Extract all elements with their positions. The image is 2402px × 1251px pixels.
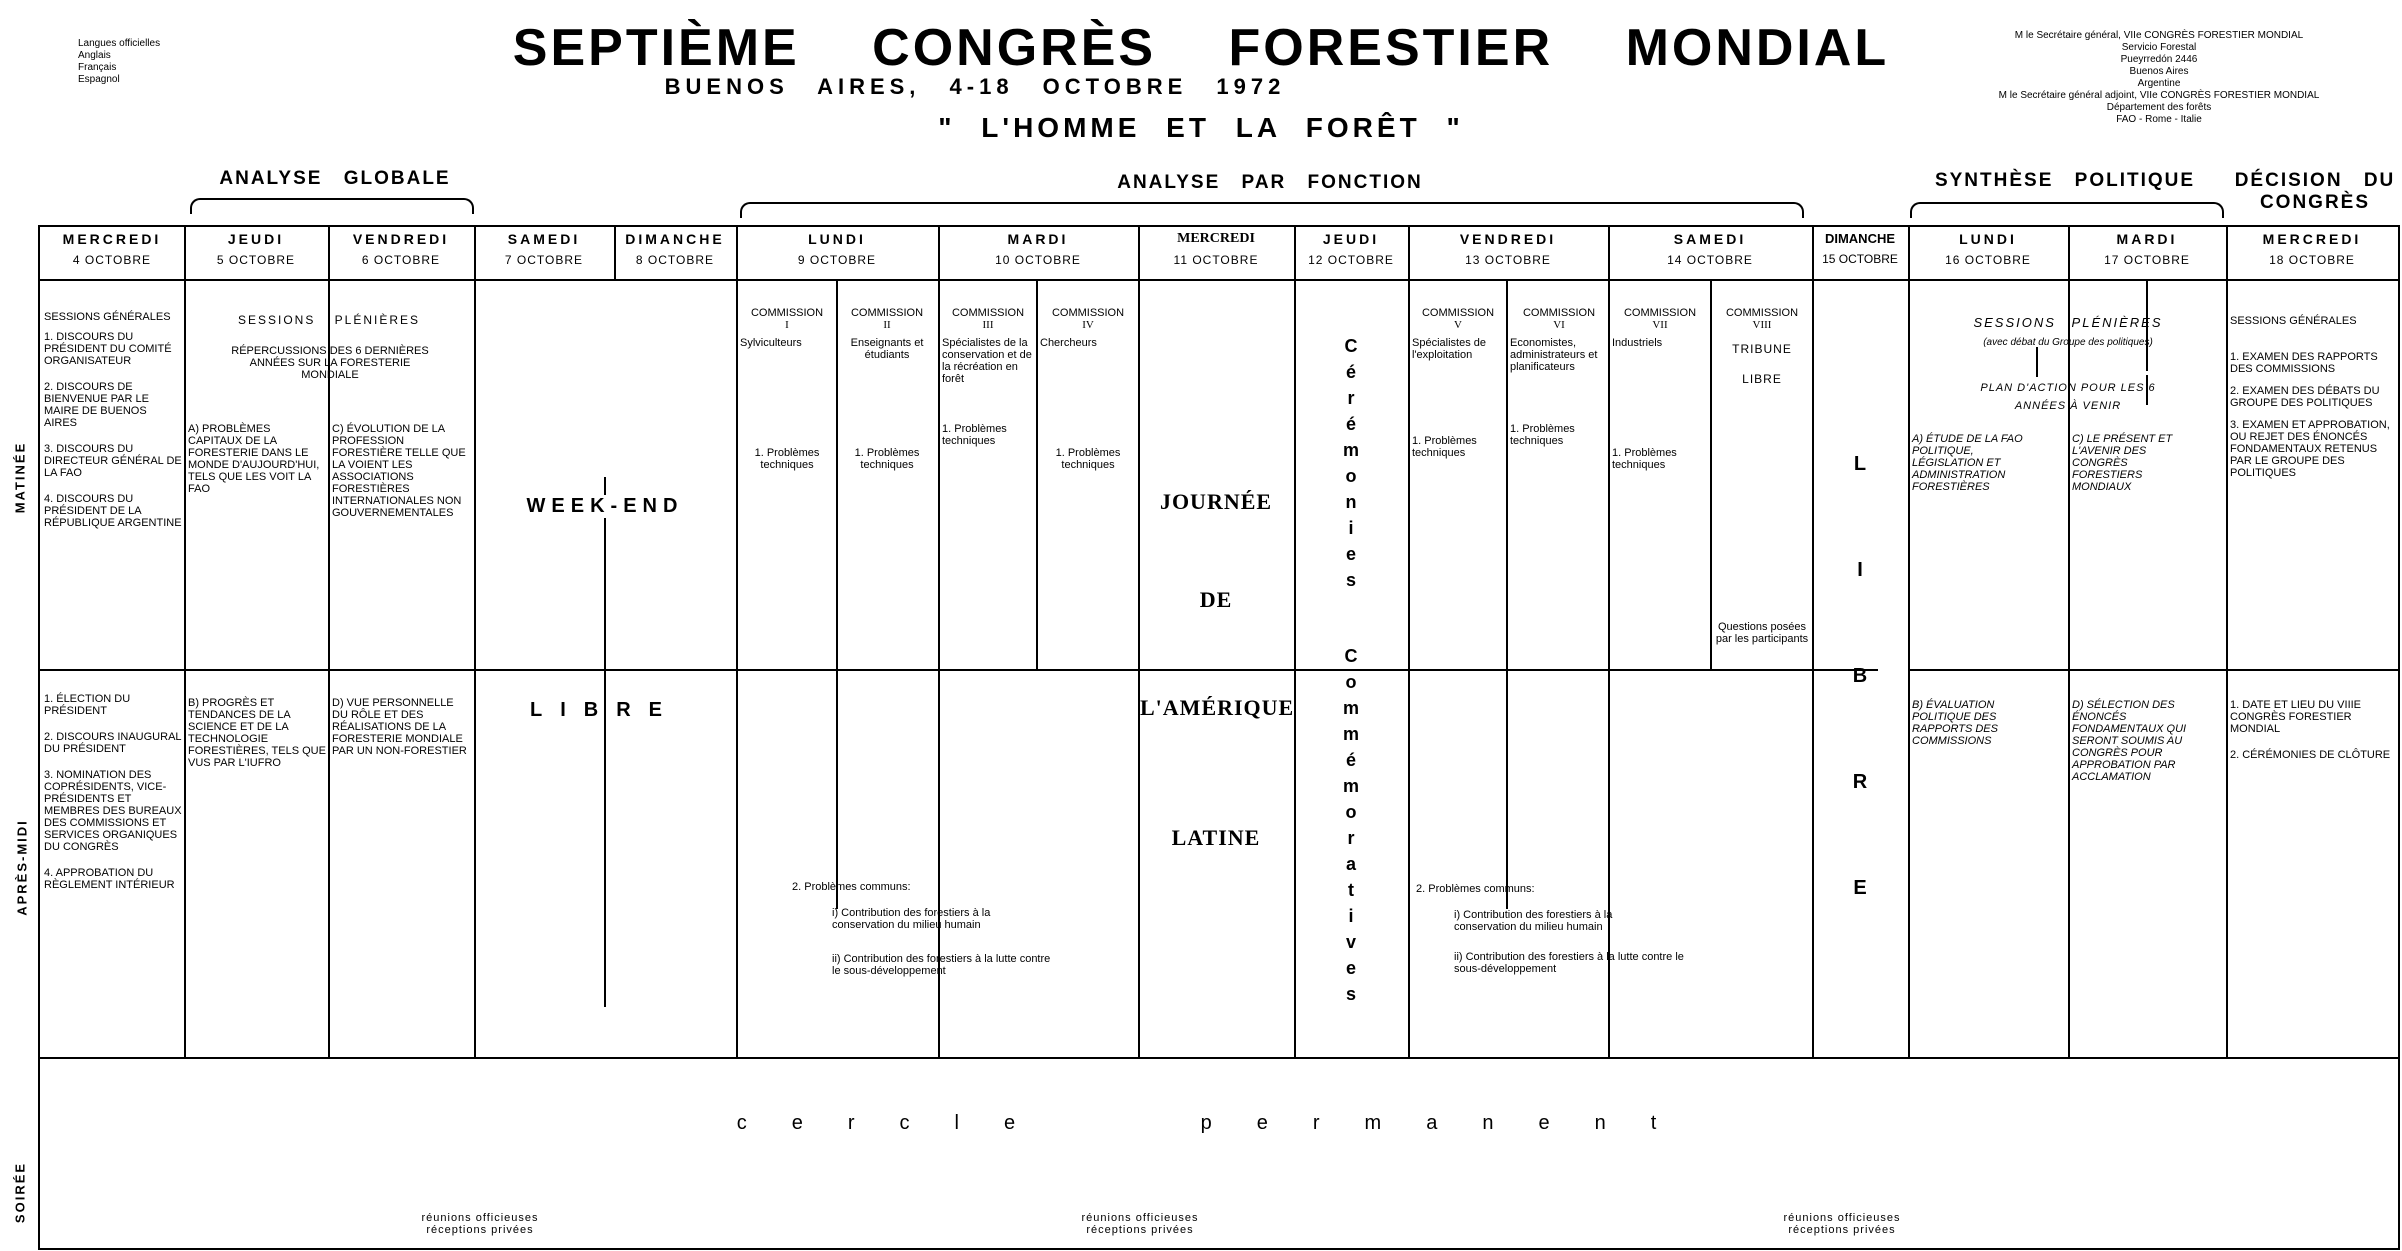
commission-label: COMMISSION [750,307,824,319]
day-date: 18 OCTOBRE [2269,253,2355,267]
common-item-ii: ii) Contribution des forestiers à la lutte contre le sous-développement [832,953,1051,977]
agenda-item: 4. DISCOURS DU PRÉSIDENT DE LA RÉPUBLIQUE ARGENTINE [44,493,182,529]
oct4-afternoon [44,693,182,891]
phase-brace [1910,202,2224,218]
column-divider [474,227,476,1057]
day-header [1908,231,2068,267]
column-divider [736,227,738,1057]
day-name: MARDI [2116,231,2178,247]
agenda-item: 1. EXAMEN DES RAPPORTS DES COMMISSIONS [2230,351,2378,375]
am-pm-divider [40,669,1878,671]
commission-label: COMMISSION [1421,307,1495,319]
day-name: DIMANCHE [625,231,725,247]
column-divider [2068,227,2070,1057]
weekend-label: WEEK-END [476,495,734,518]
address-line: Buenos Aires [2129,66,2189,77]
day-date: 6 OCTOBRE [361,253,441,267]
row-label-apres-midi: APRÈS-MIDI [14,819,30,916]
common-item-ii: ii) Contribution des forestiers à la lutte contre le sous-développement [1454,951,1684,975]
oct4-morning [44,311,182,529]
plenary-item-a: A) PROBLÈMES CAPITAUX DE LA FORESTERIE DANS LE MONDE D'AUJOURD'HUI, TELS QUE LES VOIT LA FAO [188,423,320,495]
commission-number: VI [1553,319,1565,331]
day-name: MARDI [1007,231,1069,247]
plenary-item-d: D) VUE PERSONNELLE DU RÔLE ET DES RÉALISATIONS DE LA FORESTERIE MONDIALE PAR UN NON-FORESTIER [332,697,467,757]
agenda-item: 2. EXAMEN DES DÉBATS DU GROUPE DES POLITIQUES [2230,385,2380,409]
address-line: Pueyrredón 2446 [2120,54,2198,65]
common-item-i: i) Contribution des forestiers à la conservation du milieu humain [1454,909,1613,933]
phase-synthese-politique: SYNTHÈSE POLITIQUE [1934,170,2196,191]
column-divider [184,227,186,1057]
commission-V [1412,307,1504,459]
address-line: FAO - Rome - Italie [2116,114,2202,125]
commission-topic: 1. Problèmes techniques [1510,423,1575,447]
commission-number: V [1454,319,1462,331]
day-date: 8 OCTOBRE [635,253,715,267]
connector-line [2036,347,2038,377]
day-date: 14 OCTOBRE [1667,253,1753,267]
day-name: DIMANCHE [1824,231,1896,246]
commission-II [840,307,934,471]
schedule-grid [38,225,2400,1250]
agenda-item: 1. ÉLECTION DU PRÉSIDENT [44,693,131,717]
day-header [1812,231,1908,266]
congress-theme: " L'HOMME ET LA FORÊT " [938,112,1464,143]
phase-decision-du-congres: DÉCISION DU CONGRÈS [2234,170,2396,213]
column-divider [1138,227,1140,1057]
session-title: SESSIONS GÉNÉRALES [2230,315,2357,327]
common-item-i: i) Contribution des forestiers à la conservation du milieu humain [832,907,991,931]
phase-analyse-par-fonction: ANALYSE PAR FONCTION [1117,172,1423,193]
commission-topic: 1. Problèmes techniques [942,423,1007,447]
day-header [474,231,614,267]
day-name: LUNDI [1959,231,2017,247]
day-header [1408,231,1608,267]
day-date: 17 OCTOBRE [2104,253,2190,267]
agenda-item: 3. EXAMEN ET APPROBATION, OU REJET DES ÉNONCÉS FONDAMENTAUX RETENUS PAR LE GROUPE DES POLITIQUES [2230,419,2390,479]
commission-divider [1506,279,1508,669]
phase-brace [190,198,474,214]
column-divider [2226,227,2228,1057]
day-name: SAMEDI [1673,231,1747,247]
questions-participants: Questions posées par les participants [1715,621,1809,645]
day-header [2068,231,2226,267]
common-problems-2 [1416,883,1806,975]
commission-number: IV [1082,319,1094,331]
common-title: 2. Problèmes communs: [1416,883,1535,895]
synthese-item-d: D) SÉLECTION DES ÉNONCÉS FONDAMENTAUX QUI SERONT SOUMIS AU CONGRÈS POUR APPROBATION PAR ACCLAMATION [2072,699,2187,783]
day-name: MERCREDI [2262,231,2362,247]
commission-label: COMMISSION [951,307,1025,319]
agenda-item: 2. DISCOURS INAUGURAL DU PRÉSIDENT [44,731,182,755]
connector-line [1506,669,1508,909]
commission-number: I [785,319,789,331]
day-header [614,231,736,267]
common-problems-1 [792,881,1132,977]
commission-topic: 1. Problèmes techniques [1612,447,1677,471]
oct18-morning [2230,315,2396,479]
agenda-item: 4. APPROBATION DU RÈGLEMENT INTÉRIEUR [44,867,175,891]
evening-informal-meetings [1742,1212,1942,1236]
commission-label: COMMISSION [850,307,924,319]
commission-number: VIII [1752,319,1772,331]
agenda-item: 2. CÉRÉMONIES DE CLÔTURE [2230,749,2391,761]
session-title: SESSIONS GÉNÉRALES [44,311,171,323]
languages-label: Langues officielles [78,38,161,49]
day-name: MERCREDI [1177,231,1255,246]
synthese-item-b: B) ÉVALUATION POLITIQUE DES RAPPORTS DES COMMISSIONS [1912,699,1998,747]
libre-vertical: L I B R E [1852,453,1868,899]
synthese-item-a: A) ÉTUDE DE LA FAO POLITIQUE, LÉGISLATION ET ADMINISTRATION FORESTIÈRES [1912,433,2023,493]
commission-audience: Enseignants et étudiants [850,337,924,361]
day-date: 7 OCTOBRE [504,253,584,267]
day-header [184,231,328,267]
commission-label: COMMISSION [1725,307,1799,319]
day-date: 9 OCTOBRE [797,253,877,267]
day-name: VENDREDI [352,231,450,247]
commission-audience: Spécialistes de la conservation et de la récréation en forêt [942,337,1032,385]
evening-informal-meetings [1040,1212,1240,1236]
day-date: 15 OCTOBRE [1822,252,1898,266]
commission-topic: 1. Problèmes techniques [1412,435,1477,459]
commission-label: COMMISSION [1522,307,1596,319]
column-divider [1408,227,1410,1057]
address-line: M le Secrétaire général adjoint, VIIe CONGRÈS FORESTIER MONDIAL [1998,90,2320,101]
day-name: SAMEDI [507,231,581,247]
commission-VIII [1714,307,1810,385]
am-pm-divider [1908,669,2398,671]
page-subtitle: BUENOS AIRES, 4-18 OCTOBRE 1972 [664,74,1286,99]
day-header [1608,231,1812,267]
day-name: JEUDI [227,231,285,247]
agenda-item: 1. DISCOURS DU PRÉSIDENT DU COMITÉ ORGANISATEUR [44,331,172,367]
day-date: 10 OCTOBRE [995,253,1081,267]
evening-meetings: réunions officieuses [1783,1212,1901,1224]
day-header [328,231,474,267]
day-date: 5 OCTOBRE [216,253,296,267]
address-line: M le Secrétaire général, VIIe CONGRÈS FORESTIER MONDIAL [2014,30,2304,41]
plenary-item-c: C) ÉVOLUTION DE LA PROFESSION FORESTIÈRE TELLE QUE LA VOIENT LES ASSOCIATIONS FORESTIÈRES INTERNATIONALES NON GOUVERNEMENTALES [332,423,466,519]
evening-meetings: réunions officieuses [421,1212,539,1224]
day-header [1138,231,1294,267]
commission-topic: 1. Problèmes techniques [1055,447,1121,471]
language-french: Français [78,62,117,73]
address-line: Servicio Forestal [2121,42,2197,53]
agenda-item: 1. DATE ET LIEU DU VIIIE CONGRÈS FORESTIER MONDIAL [2230,699,2362,735]
plan-action: PLAN D'ACTION POUR LES 6 ANNÉES À VENIR [1980,382,2156,412]
commission-number: III [982,319,994,331]
connector-line [836,669,838,909]
commission-I [740,307,834,471]
commission-III [942,307,1034,447]
amerique-line: JOURNÉE [1159,489,1273,514]
day-header [40,231,184,267]
column-divider [1908,227,1910,1057]
phase-brace [740,202,1804,218]
commission-label: COMMISSION [1623,307,1697,319]
commission-topic: 1. Problèmes techniques [754,447,820,471]
common-title: 2. Problèmes communs: [792,881,911,893]
plenary-intro: RÉPERCUSSIONS DES 6 DERNIÈRES ANNÉES SUR LA FORESTERIE MONDIALE [231,345,429,381]
phase-analyse-globale: ANALYSE GLOBALE [219,168,451,189]
evening-receptions: réceptions privées [426,1224,534,1236]
commission-divider [1036,279,1038,669]
commission-number: II [883,319,891,331]
agenda-item: 3. NOMINATION DES COPRÉSIDENTS, VICE-PRÉSIDENTS ET MEMBRES DES BUREAUX DES COMMISSIONS ET SERVICES ORGANIQUES DU CONGRÈS [44,769,182,853]
day-date: 16 OCTOBRE [1945,253,2031,267]
day-header [938,231,1138,267]
amerique-line: DE [1199,587,1233,612]
day-date: 12 OCTOBRE [1308,253,1394,267]
page-title: SEPTIÈME CONGRÈS FORESTIER MONDIAL [512,19,1890,77]
evening-meetings: réunions officieuses [1081,1212,1199,1224]
amerique-line: L'AMÉRIQUE [1140,695,1295,720]
evening-receptions: réceptions privées [1788,1224,1896,1236]
day-header [736,231,938,267]
weekend-libre-label: LIBRE [530,699,680,721]
cercle-permanent: cercle permanent [736,1112,1702,1134]
language-english: Anglais [78,50,111,61]
commission-IV [1040,307,1136,471]
tribune-libre-label: LIBRE [1742,372,1782,386]
commission-audience: Economistes, administrateurs et planificateurs [1510,337,1598,373]
commission-audience: Sylviculteurs [740,337,802,349]
day-name: VENDREDI [1459,231,1557,247]
evening-receptions: réceptions privées [1086,1224,1194,1236]
day-date: 13 OCTOBRE [1465,253,1551,267]
commission-audience: Industriels [1612,337,1663,349]
day-name: JEUDI [1322,231,1380,247]
connector-line [604,477,606,1007]
synthese-item-c: C) LE PRÉSENT ET L'AVENIR DES CONGRÈS FORESTIERS MONDIAUX [2072,433,2173,493]
header-row-divider [40,279,2398,281]
commission-VI [1510,307,1608,447]
commission-divider [1710,279,1712,669]
tribune-label: TRIBUNE [1732,342,1792,356]
evening-divider [40,1057,2398,1059]
oct18-afternoon [2230,699,2396,761]
address-line: Département des forêts [2106,102,2212,113]
ceremonies-vertical: C é r é m o n i e s C o m m é m o r a t i v e s [1342,336,1359,1004]
language-spanish: Espagnol [78,74,120,85]
day-name: LUNDI [808,231,866,247]
day-date: 4 OCTOBRE [72,253,152,267]
amerique-line: LATINE [1171,825,1261,850]
agenda-item: 3. DISCOURS DU DIRECTEUR GÉNÉRAL DE LA FAO [44,443,182,479]
synthese-title: SESSIONS PLÉNIÈRES [1973,315,2163,330]
address-line: Argentine [2137,78,2181,89]
row-label-soiree: SOIRÉE [12,1161,28,1224]
day-date: 11 OCTOBRE [1173,253,1259,267]
day-header [1294,231,1408,267]
commission-divider [836,279,838,669]
plenary-title: SESSIONS PLÉNIÈRES [237,313,421,327]
plenary-item-b: B) PROGRÈS ET TENDANCES DE LA SCIENCE ET DE LA TECHNOLOGIE FORESTIÈRES, TELS QUE VUS PAR L'IUFRO [188,697,326,769]
day-name: MERCREDI [62,231,162,247]
commission-label: COMMISSION [1051,307,1125,319]
contact-addresses [1924,30,2394,126]
agenda-item: 2. DISCOURS DE BIENVENUE PAR LE MAIRE DE BUENOS AIRES [44,381,149,429]
commission-number: VII [1652,319,1668,331]
row-label-matinee: MATINÉE [12,441,28,514]
commission-audience: Spécialistes de l'exploitation [1412,337,1486,361]
evening-informal-meetings [380,1212,580,1236]
day-header [2226,231,2398,267]
commission-VII [1612,307,1708,471]
commission-audience: Chercheurs [1040,337,1097,349]
commission-topic: 1. Problèmes techniques [854,447,920,471]
synthese-subtitle: (avec débat du Groupe des politiques) [1983,337,2153,348]
